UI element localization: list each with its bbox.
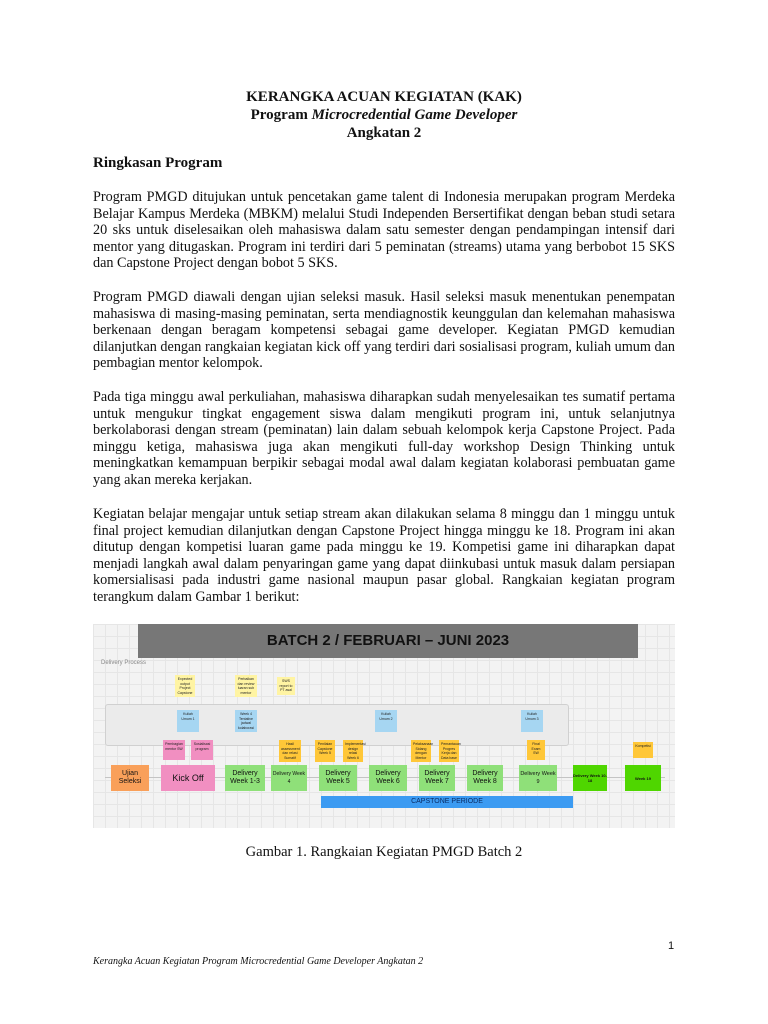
upper-note: Pemantauan Progres Kerja dan Data base <box>439 740 459 762</box>
page-number: 1 <box>668 940 675 952</box>
step-delivery: Delivery Week 9 <box>519 765 557 791</box>
subtitle-prefix: Program <box>250 107 312 123</box>
step-ujian-seleksi: Ujian Seleksi <box>111 765 149 791</box>
upper-note: Pelaksanaan Sidang dengan Mentor <box>411 740 431 762</box>
doc-title: KERANGKA ACUAN KEGIATAN (KAK) <box>246 89 522 105</box>
lane-label: Delivery Process <box>101 660 147 666</box>
top-note: Expected output Project Capstone <box>175 675 195 697</box>
step-delivery-capstone: Delivery Week 10-18 <box>573 765 607 791</box>
paragraph-4: Kegiatan belajar mengajar untuk setiap stream akan dilakukan selama 8 minggu dan 1 minggu untuk final project kemudian dilanjutkan dengan Capstone Project hingga minggu ke 18. Program ini akan ditutup dengan kompetisi luaran game pada minggu ke 19. Kompetisi game ini diharapkan dapat menjadi langkah awal dalam penyaringan game yang dapat diinkubasi untuk masuk dalam persiapan komersialisasi pada industri game nasional maupun pasar global. Rangkaian kegiatan program terangkum dalam Gambar 1 berikut: <box>93 506 675 605</box>
figure-caption: Gambar 1. Rangkaian Kegiatan PMGD Batch 2 <box>245 844 523 860</box>
step-delivery: Delivery Week 6 <box>369 765 407 791</box>
subtitle-program: Microcredential Game Developer <box>311 107 518 123</box>
step-delivery: Delivery Week 4 <box>271 765 307 791</box>
upper-note: Final Exam SW <box>527 740 545 760</box>
lane-note: Kuliah Umum 1 <box>177 710 199 732</box>
step-kick-off: Kick Off <box>161 765 215 791</box>
timeline-figure <box>93 624 675 828</box>
upper-note: Implementasi design relasi Week 6 <box>343 740 363 762</box>
step-delivery: Delivery Week 8 <box>467 765 503 791</box>
figure-banner: BATCH 2 / FEBRUARI – JUNI 2023 <box>138 624 638 658</box>
step-delivery: Delivery Week 5 <box>319 765 357 791</box>
upper-note: Kompetisi <box>633 742 653 758</box>
upper-note: Penilaian Capstone Week 5 <box>315 740 335 762</box>
lane-note: Kuliah Umum 2 <box>375 710 397 732</box>
section-heading: Ringkasan Program <box>93 155 223 171</box>
upper-note: Hasil assessment dan relasi Sumatif <box>279 740 301 762</box>
doc-batch: Angkatan 2 <box>346 125 422 141</box>
top-note: Perbaikan dan review luaran sub mentor <box>235 675 257 697</box>
upper-note: Sosialisasi program <box>191 740 213 760</box>
doc-subtitle <box>0 106 768 124</box>
capstone-period-bar: CAPSTONE PERIODE <box>321 796 573 808</box>
paragraph-2: Program PMGD diawali dengan ujian seleksi masuk. Hasil seleksi masuk menentukan penempatan mahasiswa di masing-masing peminatan, serta mendiagnostik keunggulan dan kelemahan mahasiswa berkenaan dengan beragam kompetensi sebagai game developer. Kegiatan PMGD kemudian dilanjutkan dengan rangkaian kegiatan kick off yang terdiri dari sosialisasi program, kuliah umum dan pembagian mentor kelompok. <box>93 289 675 372</box>
page-footer: Kerangka Acuan Kegiatan Program Microcredential Game Developer Angkatan 2 <box>93 956 424 967</box>
paragraph-3: Pada tiga minggu awal perkuliahan, mahasiswa diharapkan sudah menyelesaikan tes sumatif pertama untuk mengukur tingkat engagement siswa dalam mengikuti program ini, untuk selanjutnya berkolaborasi dengan stream (peminatan) lain dalam sebuah kelompok kerja Capstone Project. Pada minggu ketiga, mahasiswa juga akan mengikuti full-day workshop Design Thinking untuk meningkatkan kemampuan berpikir sebagai modal awal dalam kegiatan kolaborasi pembuatan game yang akan mereka kerjakan. <box>93 389 675 488</box>
step-week-19: Week 19 <box>625 765 661 791</box>
step-delivery: Delivery Week 1-3 <box>225 765 265 791</box>
top-note: SWS report to PT asal <box>277 677 295 695</box>
upper-note: Pembagian mentor SW <box>163 740 185 760</box>
paragraph-1: Program PMGD ditujukan untuk pencetakan game talent di Indonesia merupakan program Merdeka Belajar Kampus Merdeka (MBKM) melalui Studi Independen Bersertifikat dengan beban studi setara 20 sks untuk diselesaikan oleh mahasiswa dalam satu semester dengan pendampingan intensif dari mentor yang ditugaskan. Program ini terdiri dari 5 peminatan (streams) utama yang berbobot 15 SKS dan Capstone Project dengan bobot 5 SKS. <box>93 189 675 272</box>
lane-note: Week 4 Tentative jadwal kolaborasi <box>235 710 257 732</box>
lane-note: Kuliah Umum 3 <box>521 710 543 732</box>
step-delivery: Delivery Week 7 <box>419 765 455 791</box>
